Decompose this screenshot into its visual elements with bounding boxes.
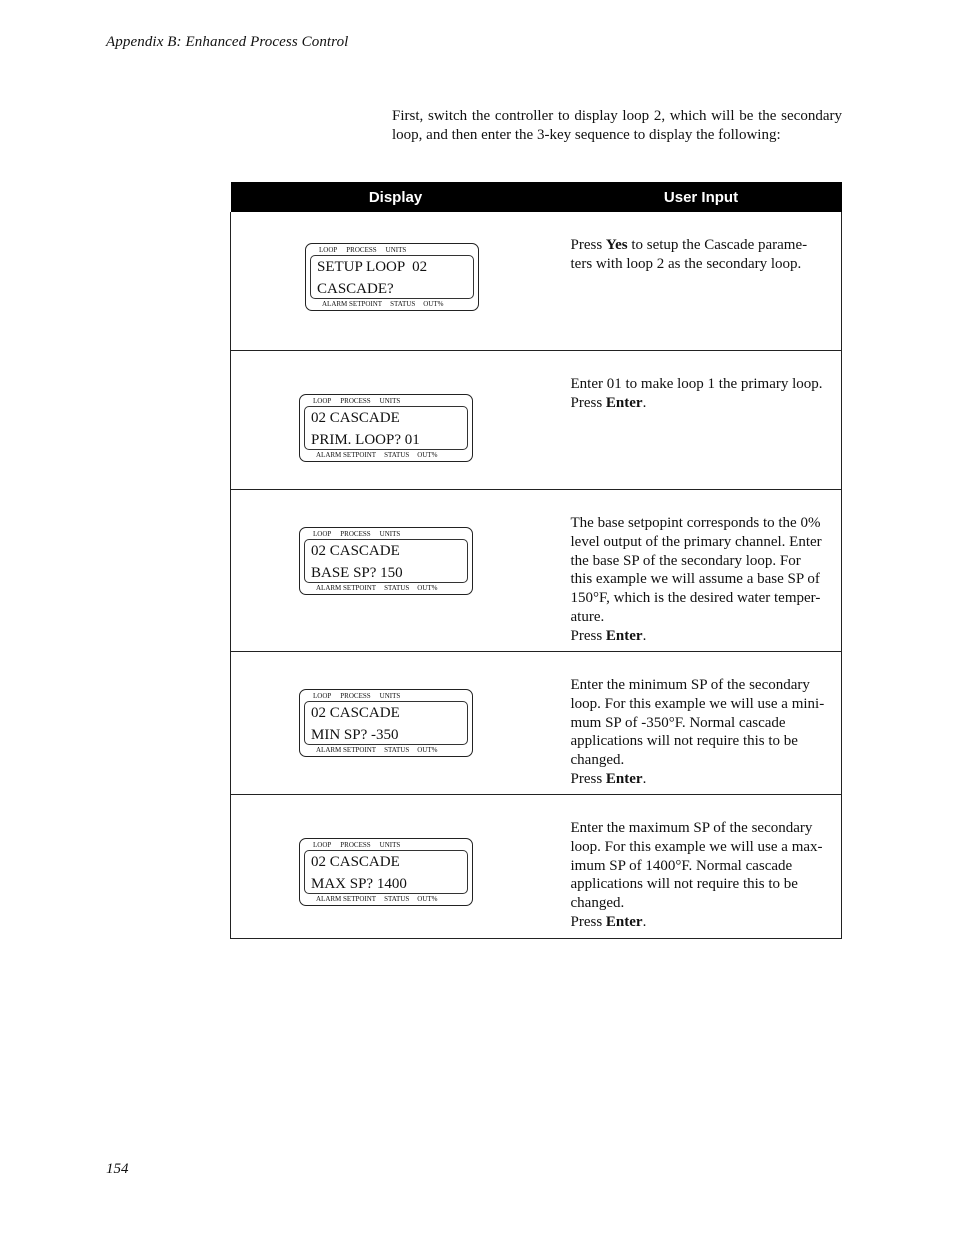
lcd-bottom-labels [316, 584, 445, 593]
lcd-bottom-label: ALARM SETPOINT [316, 895, 377, 903]
lcd-top-label: UNITS [379, 397, 401, 405]
lcd-screen [304, 539, 468, 583]
bold-key-label: Enter [605, 627, 643, 644]
instruction-text: Enter 01 to make loop 1 the primary loop. [570, 376, 823, 392]
instruction-text: . [642, 770, 647, 787]
table-row [231, 212, 842, 351]
lcd-bottom-labels [316, 746, 445, 755]
table-row [231, 652, 842, 795]
lcd-top-labels [319, 246, 415, 255]
instruction-text: . [642, 627, 647, 644]
user-input-cell [561, 351, 842, 490]
instruction-text: to setup the Cascade parame- [627, 237, 808, 253]
lcd-top-label: UNITS [379, 530, 401, 538]
lcd-display [299, 394, 473, 462]
running-header: Appendix B: Enhanced Process Control [106, 34, 349, 50]
lcd-bottom-label: STATUS [384, 584, 410, 592]
column-header-display: Display [231, 182, 561, 212]
lcd-line-2: BASE SP? 150 [311, 565, 403, 581]
bold-key-label: Enter [605, 394, 643, 411]
table-row [231, 351, 842, 490]
instruction-text: mum SP of -350°F. Normal cascade [570, 714, 786, 731]
user-input-cell [561, 652, 842, 795]
table-row [231, 490, 842, 652]
lcd-bottom-labels [316, 895, 445, 904]
lcd-bottom-label: OUT% [417, 895, 438, 903]
lcd-line-1: 02 CASCADE [311, 854, 400, 870]
lcd-top-labels [313, 841, 409, 850]
lcd-top-label: UNITS [379, 841, 401, 849]
lcd-bottom-label: STATUS [384, 895, 410, 903]
bold-key-label: Enter [605, 770, 643, 787]
instruction-text: The base setpopint corresponds to the 0% [570, 515, 821, 531]
display-input-table [230, 182, 842, 939]
lcd-top-label: UNITS [379, 692, 401, 700]
lcd-top-labels [313, 692, 409, 701]
lcd-line-2: CASCADE? [317, 281, 394, 297]
bold-key-label: Enter [605, 913, 643, 930]
lcd-top-labels [313, 530, 409, 539]
lcd-top-label: PROCESS [340, 692, 371, 700]
lcd-display [299, 689, 473, 757]
lcd-top-label: PROCESS [346, 246, 377, 254]
instruction-text: Press [570, 627, 606, 644]
display-cell [231, 652, 561, 795]
bold-key-label: Yes [605, 237, 628, 253]
user-input-cell [561, 795, 842, 939]
instruction-text: the base SP of the secondary loop. For [570, 552, 801, 569]
lcd-top-label: UNITS [385, 246, 407, 254]
lcd-bottom-labels [316, 451, 445, 460]
display-cell [231, 490, 561, 652]
lcd-top-label: LOOP [313, 397, 332, 405]
lcd-bottom-label: ALARM SETPOINT [316, 584, 377, 592]
display-cell [231, 795, 561, 939]
lcd-top-label: LOOP [313, 692, 332, 700]
user-input-text [571, 819, 836, 932]
lcd-bottom-label: OUT% [423, 300, 444, 308]
lcd-bottom-labels [322, 300, 451, 309]
lcd-line-1: 02 CASCADE [311, 410, 400, 426]
lcd-line-2: MAX SP? 1400 [311, 876, 407, 892]
lcd-bottom-label: STATUS [384, 746, 410, 754]
lcd-top-label: LOOP [313, 530, 332, 538]
instruction-text: 150°F, which is the desired water temper- [570, 590, 821, 607]
lcd-bottom-label: OUT% [417, 746, 438, 754]
lcd-bottom-label: ALARM SETPOINT [316, 451, 377, 459]
instruction-text: . [642, 394, 647, 411]
instruction-text: Enter the minimum SP of the secondary [570, 677, 810, 693]
lcd-display [299, 527, 473, 595]
instruction-text: ters with loop 2 as the secondary loop. [570, 255, 802, 272]
lcd-screen [304, 406, 468, 450]
lcd-top-label: PROCESS [340, 397, 371, 405]
display-cell [231, 351, 561, 490]
instruction-text: imum SP of 1400°F. Normal cascade [570, 857, 793, 874]
lcd-top-label: PROCESS [340, 530, 371, 538]
user-input-cell [561, 490, 842, 652]
table-row [231, 795, 842, 939]
table-header-row [231, 182, 842, 212]
column-header-user-input: User Input [561, 182, 842, 212]
lcd-top-label: LOOP [319, 246, 338, 254]
instruction-text: . [642, 913, 647, 930]
lcd-top-labels [313, 397, 409, 406]
instruction-text: Press [570, 913, 606, 930]
instruction-text: Enter the maximum SP of the secondary [570, 820, 813, 836]
lcd-bottom-label: OUT% [417, 584, 438, 592]
lcd-screen [310, 255, 474, 299]
instruction-text: applications will not require this to be [570, 876, 798, 893]
instruction-text: ature. [570, 608, 605, 625]
user-input-text [571, 514, 836, 646]
lcd-line-1: 02 CASCADE [311, 705, 400, 721]
instruction-text: loop. For this example we will use a max- [570, 838, 823, 855]
user-input-text [571, 375, 836, 413]
lcd-bottom-label: STATUS [384, 451, 410, 459]
page-number: 154 [106, 1161, 129, 1177]
user-input-text [571, 236, 836, 274]
instruction-text: Press [570, 394, 606, 411]
instruction-text: changed. [570, 752, 625, 769]
lcd-line-2: PRIM. LOOP? 01 [311, 432, 420, 448]
intro-paragraph: First, switch the controller to display loop 2, which will be the secondary loop, and then enter the 3-key sequence to display the following: [392, 108, 842, 143]
instruction-text: changed. [570, 895, 625, 912]
instruction-text: this example we will assume a base SP of [570, 571, 820, 588]
lcd-line-1: 02 CASCADE [311, 543, 400, 559]
lcd-bottom-label: ALARM SETPOINT [322, 300, 383, 308]
lcd-bottom-label: ALARM SETPOINT [316, 746, 377, 754]
lcd-display [305, 243, 479, 311]
lcd-screen [304, 850, 468, 894]
user-input-text [571, 676, 836, 789]
instruction-text: loop. For this example we will use a mini- [570, 695, 825, 712]
lcd-top-label: LOOP [313, 841, 332, 849]
instruction-text: level output of the primary channel. Enter [570, 533, 822, 550]
lcd-top-label: PROCESS [340, 841, 371, 849]
lcd-bottom-label: OUT% [417, 451, 438, 459]
lcd-line-1: SETUP LOOP 02 [317, 259, 428, 275]
lcd-screen [304, 701, 468, 745]
instruction-text: applications will not require this to be [570, 733, 798, 750]
lcd-bottom-label: STATUS [390, 300, 416, 308]
display-cell [231, 212, 561, 351]
lcd-display [299, 838, 473, 906]
lcd-line-2: MIN SP? -350 [311, 727, 399, 743]
instruction-text: Press [570, 770, 606, 787]
instruction-text: Press [570, 237, 606, 253]
user-input-cell [561, 212, 842, 351]
